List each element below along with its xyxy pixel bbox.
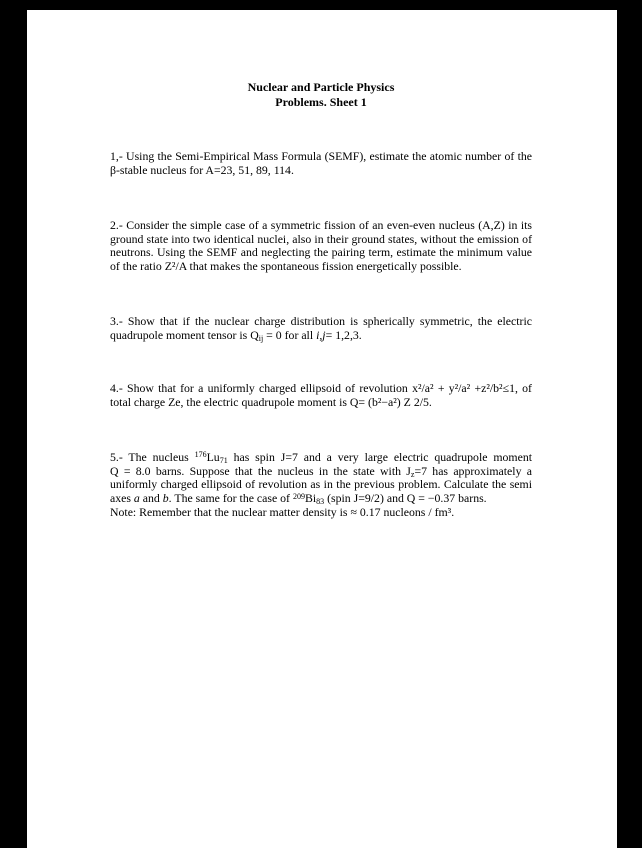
problem-line: ground state into two identical nuclei, also in their ground states, without the emission of	[110, 231, 532, 246]
subscript: 71	[219, 456, 228, 466]
problem-line	[110, 492, 532, 506]
problem-line	[110, 465, 532, 479]
problem-line: neutrons. Using the SEMF and neglecting the pairing term, estimate the minimum value	[110, 245, 532, 260]
problem-line: of the ratio Z²/A that makes the spontaneous fission energetically possible.	[110, 259, 462, 274]
text-segment: Lu	[206, 450, 220, 464]
text-segment: 5.- The nucleus	[110, 450, 195, 464]
superscript: 209	[292, 491, 305, 501]
text-segment: (spin J=9/2) and Q = −0.37 barns.	[324, 491, 487, 506]
document-page	[27, 10, 617, 848]
problem-line: β-stable nucleus for A=23, 51, 89, 114.	[110, 162, 294, 177]
text-segment: . The same for the case of	[168, 491, 293, 506]
italic-segment: a	[133, 491, 140, 506]
subscript: z	[410, 469, 415, 479]
document-title: Nuclear and Particle Physics	[247, 80, 395, 94]
text-segment: Q = 8.0 barns. Suppose that the nucleus in the state with J	[110, 463, 411, 478]
text-segment: =7 has approximately a	[414, 463, 532, 478]
problem-3	[110, 315, 532, 342]
text-segment: = 0 for all	[263, 327, 317, 342]
problem-line: 3.- Show that if the nuclear charge distribution is spherically symmetric, the electric	[110, 314, 532, 328]
problem-line: Note: Remember that the nuclear matter density is ≈ 0.17 nucleons / fm³.	[110, 504, 455, 519]
problem-1	[110, 150, 532, 177]
document-subtitle: Problems. Sheet 1	[275, 95, 367, 109]
problem-line: uniformly charged ellipsoid of revolution as in the previous problem. Calculate the semi	[110, 477, 532, 492]
problem-line: 2.- Consider the simple case of a symmetric fission of an even-even nucleus (A,Z) in its	[110, 218, 532, 232]
text-segment: axes	[110, 491, 134, 506]
text-segment: Bi	[304, 491, 317, 506]
subscript: 83	[316, 497, 325, 507]
subscript: ij	[258, 333, 264, 343]
problem-line: total charge Ze, the electric quadrupole moment is Q= (b²−a²) Z 2/5.	[110, 394, 432, 409]
text-segment: and	[139, 491, 163, 506]
problem-5	[110, 451, 532, 520]
document-header	[110, 80, 532, 110]
text-segment: = 1,2,3.	[325, 327, 362, 342]
problem-line: 4.- Show that for a uniformly charged ellipsoid of revolution x²/a² + y²/a² +z²/b²≤1, of	[110, 381, 532, 395]
problem-line: 1,- Using the Semi-Empirical Mass Formula (SEMF), estimate the atomic number of the	[110, 149, 532, 163]
problem-4	[110, 382, 532, 409]
italic-segment: b	[162, 491, 169, 506]
superscript: 176	[194, 450, 207, 460]
text-segment: has spin J=7 and a very large electric quadrupole moment	[227, 450, 532, 464]
problem-line	[110, 451, 532, 465]
italic-segment: i,j	[316, 327, 326, 342]
problem-2	[110, 219, 532, 274]
text-segment: quadrupole moment tensor is Q	[110, 327, 259, 342]
problem-line	[110, 329, 532, 343]
